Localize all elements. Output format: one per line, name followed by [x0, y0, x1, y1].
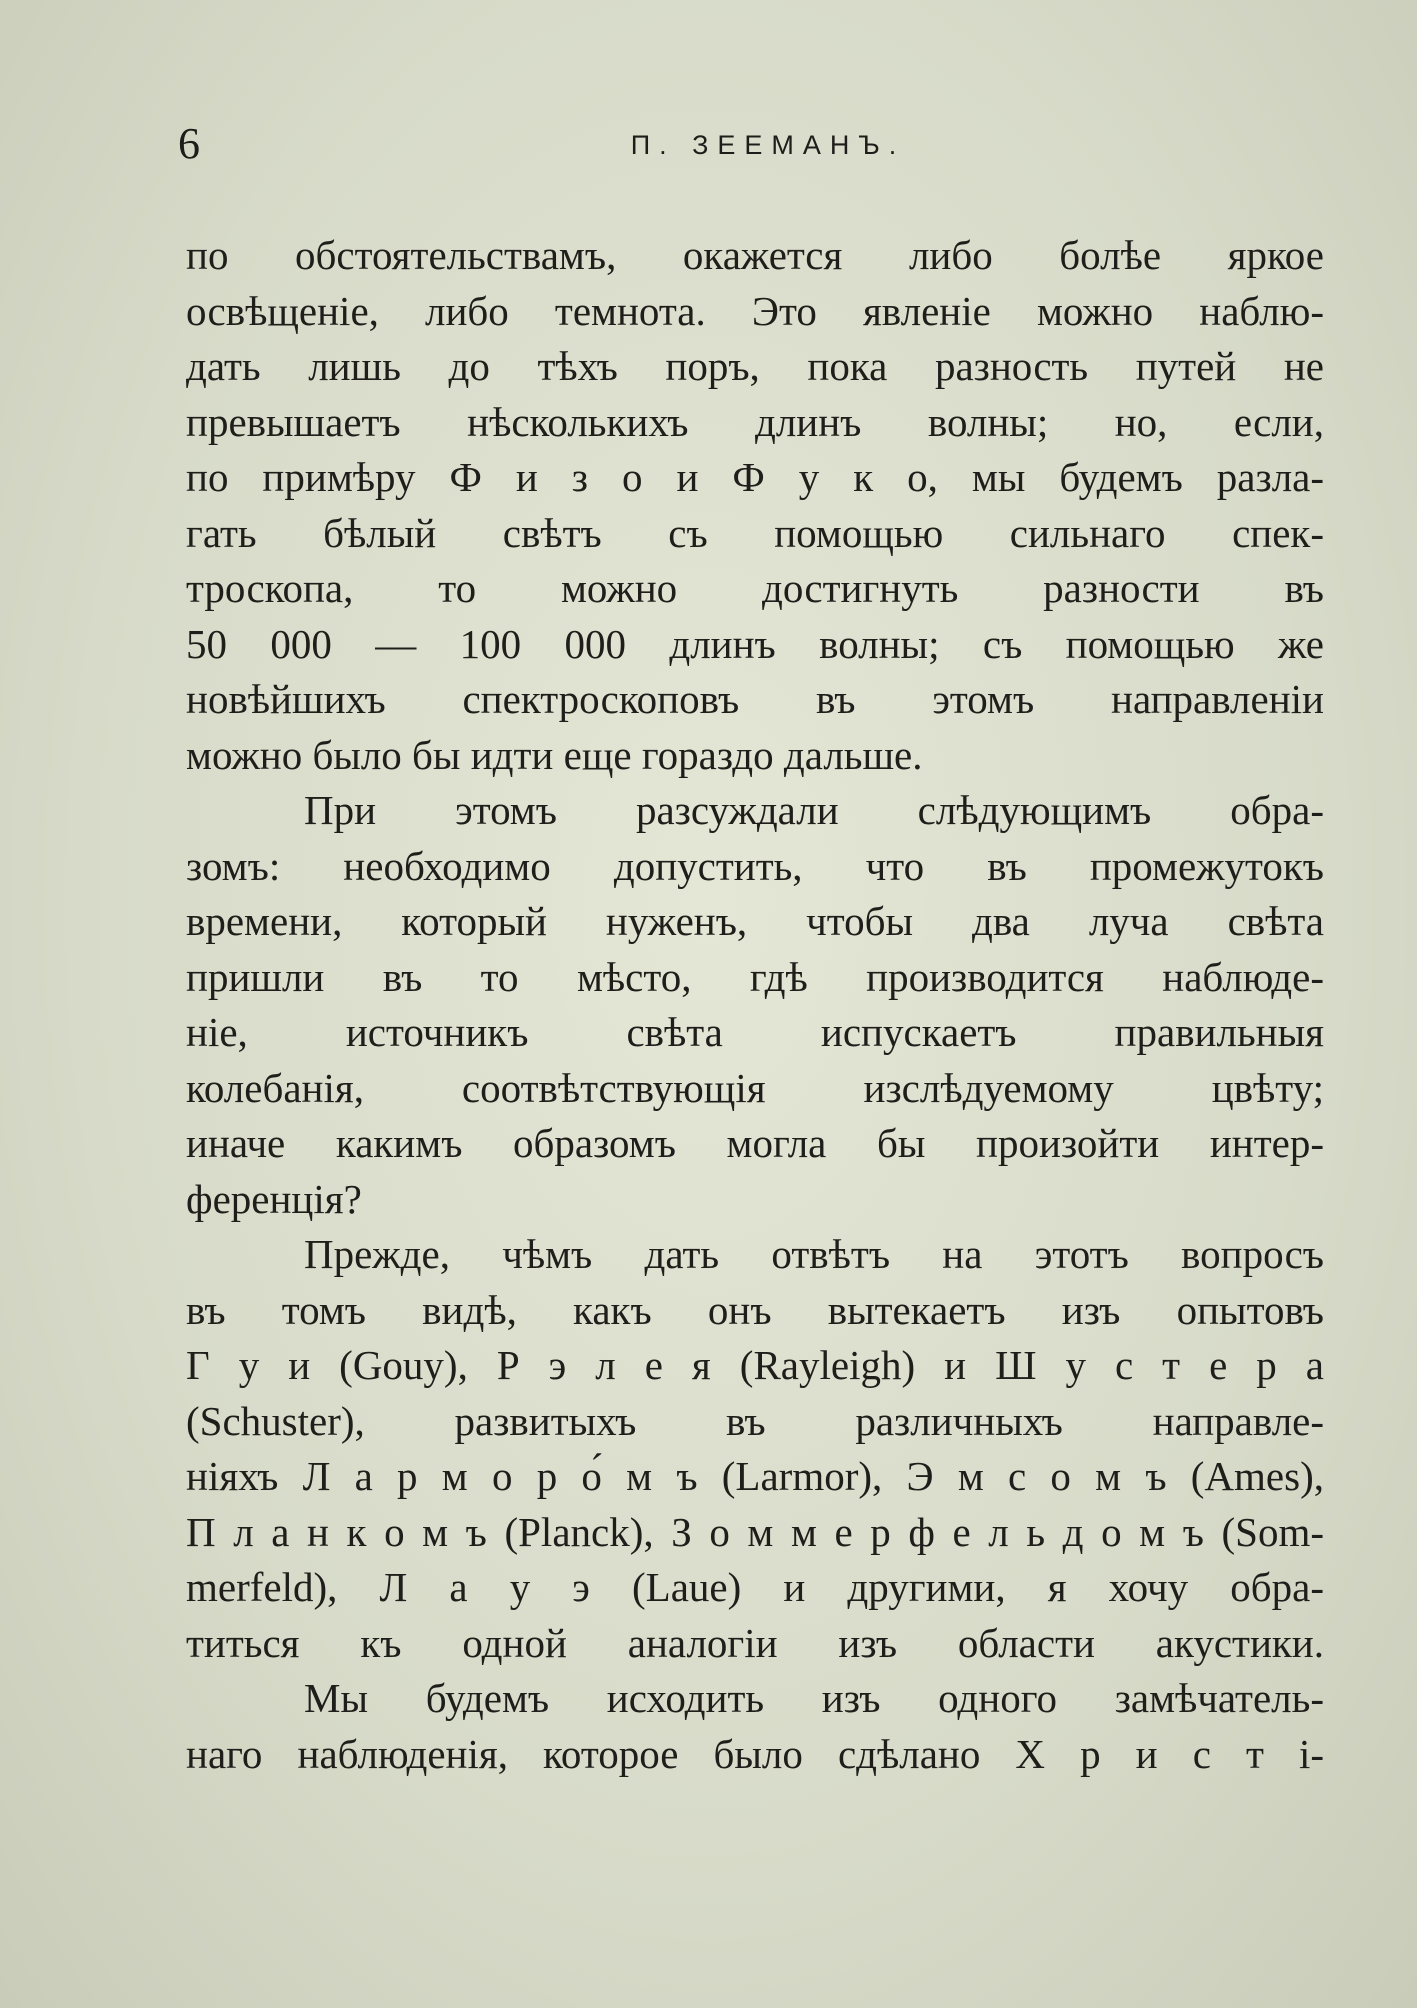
text-line: 50 000 — 100 000 длинъ волны; съ помощью же: [186, 620, 1324, 667]
page-number: 6: [178, 119, 200, 168]
text-line: колебанія, соотвѣтствующія изслѣдуемому цвѣту;: [186, 1064, 1324, 1111]
text-line: (Schuster), развитыхъ въ различныхъ направле-: [186, 1397, 1324, 1444]
text-line: дать лишь до тѣхъ поръ, пока разность путей не: [186, 343, 1324, 389]
text-line: наго наблюденія, которое было сдѣлано Х р и с т і-: [186, 1730, 1324, 1777]
text-line: троскопа, то можно достигнуть разности въ: [186, 565, 1324, 611]
text-line: можно было бы идти еще гораздо дальше.: [186, 731, 923, 778]
text-line: Прежде, чѣмъ дать отвѣтъ на этотъ вопросъ: [304, 1231, 1324, 1277]
text-line: гать бѣлый свѣтъ съ помощью сильнаго спек-: [186, 509, 1324, 556]
text-line: merfeld), Л а у э (Laue) и другими, я хочу обра-: [186, 1564, 1324, 1610]
body-text: [186, 228, 1324, 1782]
text-line: зомъ: необходимо допустить, что въ промежутокъ: [186, 842, 1324, 889]
text-line: титься къ одной аналогіи изъ области акустики.: [186, 1619, 1324, 1666]
text-line: новѣйшихъ спектроскоповъ въ этомъ направленіи: [186, 676, 1324, 722]
text-line: освѣщеніе, либо темнота. Это явленіе можно наблю-: [186, 287, 1324, 334]
running-head: П. ЗЕЕМАНЪ.: [630, 130, 906, 160]
text-line: по обстоятельствамъ, окажется либо болѣе яркое: [186, 232, 1324, 278]
text-line: ніе, источникъ свѣта испускаетъ правильныя: [186, 1009, 1324, 1055]
text-line: иначе какимъ образомъ могла бы произойти интер-: [186, 1120, 1324, 1166]
text-line: по примѣру Ф и з о и Ф у к о, мы будемъ разла-: [186, 454, 1324, 500]
text-line: П л а н к о м ъ (Planck), З о м м е р ф е л ь д о м ъ (Som-: [186, 1508, 1324, 1555]
text-line: времени, который нуженъ, чтобы два луча свѣта: [186, 898, 1324, 944]
text-line: При этомъ разсуждали слѣдующимъ обра-: [304, 787, 1324, 833]
text-line: въ томъ видѣ, какъ онъ вытекаетъ изъ опытовъ: [186, 1286, 1324, 1333]
text-line: Г у и (Gouy), Р э л е я (Rayleigh) и Ш у с т е р а: [186, 1342, 1324, 1388]
text-line: пришли въ то мѣсто, гдѣ производится наблюде-: [186, 953, 1324, 1000]
page-header: [178, 118, 1338, 178]
text-line: превышаетъ нѣсколькихъ длинъ волны; но, если,: [186, 398, 1324, 445]
text-line: ніяхъ Л а р м о р о́ м ъ (Larmor), Э м с о м ъ (Ames),: [186, 1453, 1324, 1499]
text-line: ференція?: [186, 1175, 362, 1222]
text-line: Мы будемъ исходить изъ одного замѣчатель-: [304, 1675, 1324, 1721]
